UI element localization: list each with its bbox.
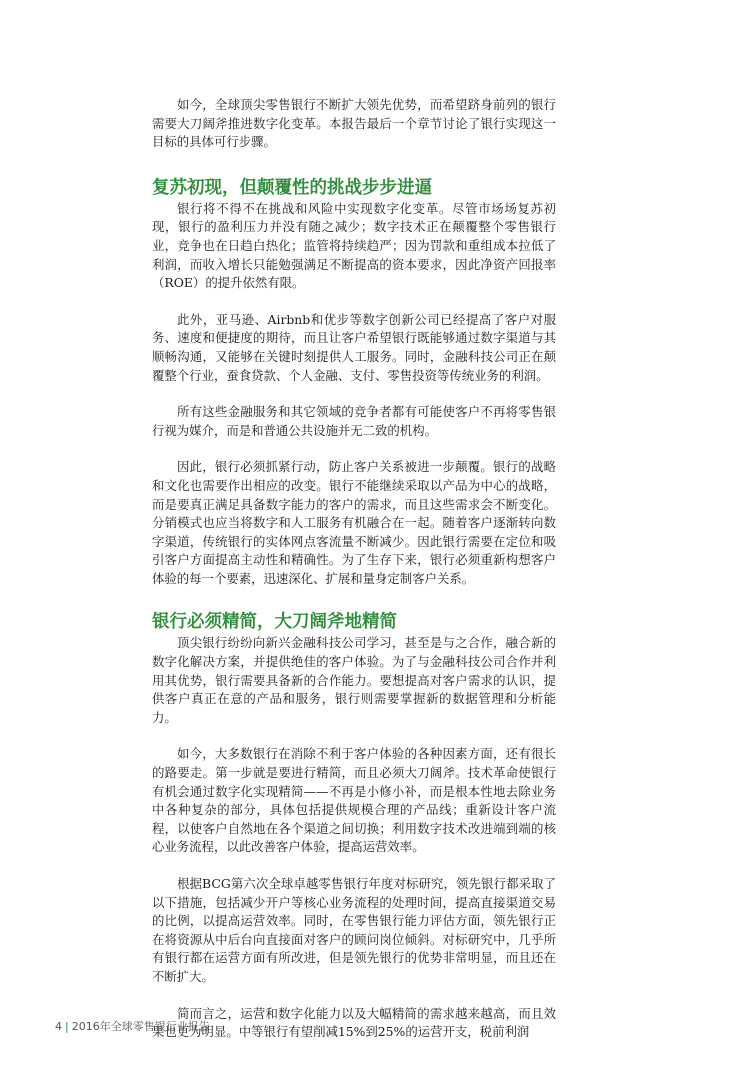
body-paragraph: 根据BCG第六次全球卓越零售银行年度对标研究，领先银行都采取了以下措施，包括减少开户等核心业务流程的处理时间，提高直接渠道交易的比例，以提高运营效率。同时，在零售银行能力评估方面，领先银行正在将资源从中后台向直接面对客户的顾问岗位倾斜。对标研究中，几乎所有银行都在运营方面有所改进，但是领先银行的优势非常明显，而且还在不断扩大。 bbox=[152, 876, 556, 984]
section-heading-streamline: 银行必须精简，大刀阔斧地精简 bbox=[152, 612, 397, 633]
report-title: 2016年全球零售银行业报告 bbox=[71, 1020, 210, 1033]
report-body bbox=[152, 96, 556, 1042]
body-paragraph: 所有这些金融服务和其它领域的竞争者都有可能使客户不再将零售银行视为媒介，而是和普通公共设施并无二致的机构。 bbox=[152, 404, 556, 438]
page-number: 4 bbox=[55, 1020, 62, 1033]
page-footer bbox=[55, 1018, 210, 1034]
body-paragraph: 简而言之，运营和数字化能力以及大幅精简的需求越来越高，而且效果也更为明显。中等银行有望削减15%到25%的运营开支，税前利润 bbox=[152, 1005, 556, 1040]
section-heading-recovery: 复苏初现，但颠覆性的挑战步步进逼 bbox=[152, 177, 432, 198]
body-paragraph: 因此，银行必须抓紧行动，防止客户关系被进一步颠覆。银行的战略和文化也需要作出相应的改变。银行不能继续采取以产品为中心的战略，而是要真正满足具备数字能力的客户的需求，而且这些需求会不断变化。分销模式也应当将数字和人工服务有机融合在一起。随着客户逐渐转向数字渠道，传统银行的实体网点客流量不断减少。因此银行需要在定位和吸引客户方面提高主动性和精确性。为了生存下来，银行必须重新构想客户体验的每一个要素，迅速深化、扩展和量身定制客户关系。 bbox=[152, 459, 556, 586]
body-paragraph: 顶尖银行纷纷向新兴金融科技公司学习，甚至是与之合作，融合新的数字化解决方案，并提供绝佳的客户体验。为了与金融科技公司合作并利用其优势，银行需要具备新的合作能力。要想提高对客户需求的认识，提供客户真正在意的产品和服务，银行则需要掌握新的数据管理和分析能力。 bbox=[152, 635, 556, 725]
body-paragraph: 此外，亚马逊、Airbnb和优步等数字创新公司已经提高了客户对服务、速度和便捷度的期待，而且让客户希望银行既能够通过数字渠道与其顺畅沟通，又能够在关键时刻提供人工服务。同时，金融科技公司正在颠覆整个行业，蚕食贷款、个人金融、支付、零售投资等传统业务的利润。 bbox=[152, 311, 556, 383]
intro-paragraph: 如今，全球顶尖零售银行不断扩大领先优势，而希望跻身前列的银行需要大刀阔斧推进数字化变革。本报告最后一个章节讨论了银行实现这一目标的具体可行步骤。 bbox=[152, 97, 556, 150]
body-paragraph: 银行将不得不在挑战和风险中实现数字化变革。尽管市场场复苏初现，银行的盈利压力并没有随之减少；数字技术正在颠覆整个零售银行业，竞争也在日趋白热化；监管将持续趋严；因为罚款和重组成本拉低了利润，而收入增长只能勉强满足不断提高的资本要求，因此净资产回报率（ROE）的提升依然有限。 bbox=[152, 200, 556, 291]
body-paragraph: 如今，大多数银行在消除不利于客户体验的各种因素方面，还有很长的路要走。第一步就是要进行精简，而且必须大刀阔斧。技术革命使银行有机会通过数字化实现精简——不再是小修小补，而是根本性地去除业务中各种复杂的部分，具体包括提供规模合理的产品线；重新设计客户流程，以使客户自然地在各个渠道之间切换；利用数字技术改进端到端的核心业务流程，以此改善客户体验，提高运营效率。 bbox=[152, 746, 556, 855]
footer-separator: | bbox=[65, 1020, 69, 1033]
